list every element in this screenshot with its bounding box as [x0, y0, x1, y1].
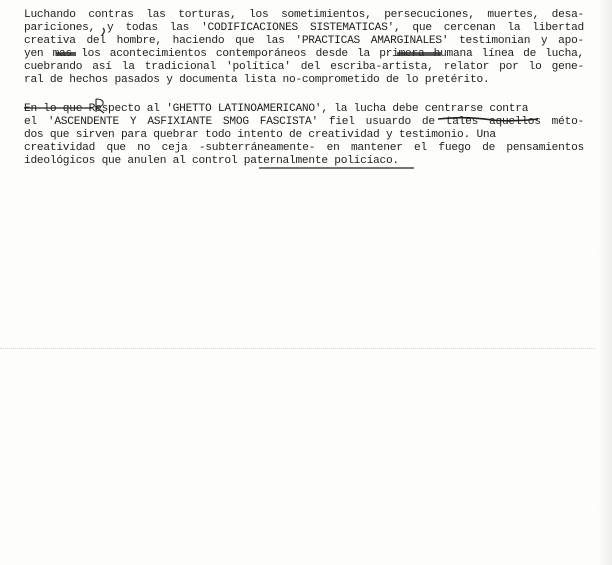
paragraph-1-line-2: pariciones, y todas las 'CODIFICACIONES SISTEMATICAS', que cercenan la libertad [24, 22, 584, 34]
paragraph-1-line-3: creativa del hombre, haciendo que las 'PRACTICAS AMARGINALES' testimonian y apo- [24, 35, 584, 47]
paragraph-2-line-1: En lo que Respecto al 'GHETTO LATINOAMERICANO', la lucha debe centrarse contra [24, 103, 529, 115]
paragraph-1-line-4: yen mas los acontecimientos contemporáneos desde la primera humana línea de lucha, [24, 48, 584, 60]
paragraph-2-line-2: el 'ASCENDENTE Y ASFIXIANTE SMOG FASCISTA' fiel usuardo de tales aquellos méto- [24, 116, 584, 128]
paragraph-1-line-1: Luchando contras las torturas, los sometimientos, persecuciones, muertes, desa- [24, 9, 584, 21]
paragraph-1-line-5: cuebrando así la tradicional 'política' del escriba-artista, relator por lo gene- [24, 61, 584, 73]
paragraph-2-line-5: ideológicos que anulen al control paternalmente policíaco. [24, 155, 399, 167]
paper-fold-line [0, 348, 596, 350]
paper-edge-shadow [598, 0, 612, 565]
paragraph-2-line-3: dos que sirven para quebrar todo intento de creatividad y testimonio. Una [24, 129, 496, 141]
paragraph-1-line-6: ral de hechos pasados y documenta lista no-comprometido de lo pretérito. [24, 74, 490, 86]
paragraph-2-line-4: creatividad que no ceja -subterráneamente- en mantener el fuego de pensamientos [24, 142, 584, 154]
